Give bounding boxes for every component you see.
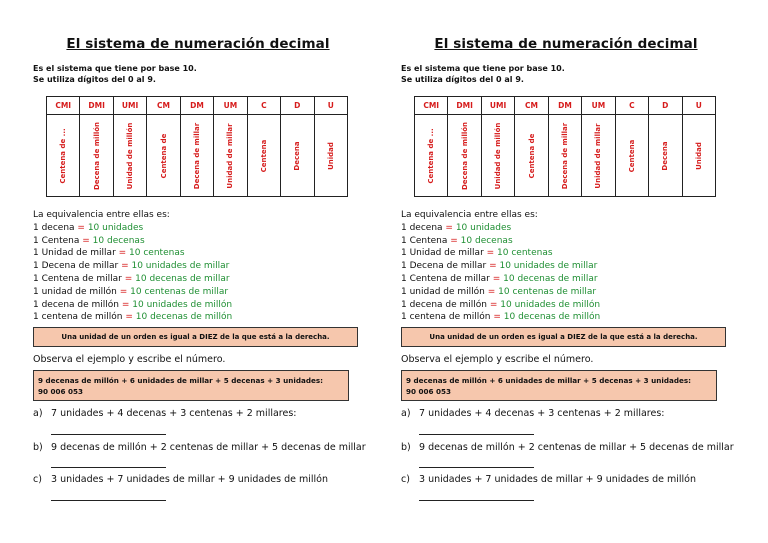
equivalence-item: 1 Centena de millar = 10 decenas de millar xyxy=(401,273,598,284)
intro-line: Se utiliza dígitos del 0 al 9. xyxy=(401,75,524,84)
place-name: Decena de millar xyxy=(560,122,569,189)
equivalence-item: 1 decena de millón = 10 unidades de millón xyxy=(33,299,233,310)
name-cell xyxy=(615,115,648,197)
place-name: Unidad de millón xyxy=(494,122,503,189)
equivalence-item: 1 decena de millón = 10 unidades de millón xyxy=(401,299,601,310)
intro-text xyxy=(33,63,197,85)
worksheet-right xyxy=(396,0,762,543)
intro-line: Es el sistema que tiene por base 10. xyxy=(33,64,197,73)
name-cell xyxy=(147,115,180,197)
name-cell xyxy=(682,115,716,197)
answer-line-b[interactable] xyxy=(51,467,166,468)
intro-line: Se utiliza dígitos del 0 al 9. xyxy=(33,75,156,84)
abbr-cell: D xyxy=(649,97,682,115)
equivalence-item: 1 Decena de millar = 10 unidades de millar xyxy=(401,261,598,272)
name-cell xyxy=(582,115,615,197)
example-answer: 90 006 053 xyxy=(406,387,452,396)
answer-line-a[interactable] xyxy=(51,434,166,435)
equivalence-heading: La equivalencia entre ellas es: xyxy=(401,210,538,220)
answer-line-b[interactable] xyxy=(419,467,534,468)
intro-text xyxy=(401,63,565,85)
abbr-cell: UM xyxy=(214,97,247,115)
abbr-cell: U xyxy=(682,97,716,115)
equivalence-item: 1 decena = 10 unidades xyxy=(401,222,512,233)
name-cell xyxy=(415,115,448,197)
place-name: Decena de millar xyxy=(192,122,201,189)
equivalence-item: 1 Decena de millar = 10 unidades de millar xyxy=(33,261,230,272)
equivalence-item: 1 Centena = 10 decenas xyxy=(33,235,145,246)
place-name: Unidad de millar xyxy=(226,122,235,189)
abbr-cell: C xyxy=(247,97,280,115)
equivalence-list xyxy=(33,209,232,324)
exercise-a: a) 7 unidades + 4 decenas + 3 centenas + 2 millares: xyxy=(401,408,665,419)
rule-box: Una unidad de un orden es igual a DIEZ de la que está a la derecha. xyxy=(401,327,726,347)
equivalence-item: 1 decena = 10 unidades xyxy=(33,222,144,233)
equivalence-item: 1 Centena de millar = 10 decenas de millar xyxy=(33,273,230,284)
exercise-b: b) 9 decenas de millón + 2 centenas de millar + 5 decenas de millar xyxy=(33,442,366,453)
place-name: Centena de xyxy=(527,133,536,178)
worksheet-title: El sistema de numeración decimal xyxy=(66,36,330,52)
exercise-a: a) 7 unidades + 4 decenas + 3 centenas + 2 millares: xyxy=(33,408,297,419)
abbr-cell: CM xyxy=(515,97,548,115)
place-value-table xyxy=(414,96,716,197)
answer-line-c[interactable] xyxy=(51,500,166,501)
abbr-cell: D xyxy=(281,97,314,115)
answer-line-a[interactable] xyxy=(419,434,534,435)
abbr-cell: UMI xyxy=(481,97,514,115)
name-cell xyxy=(214,115,247,197)
example-box xyxy=(33,370,349,401)
place-name: Decena de millón xyxy=(92,121,101,190)
name-cell xyxy=(481,115,514,197)
place-name: Unidad xyxy=(694,141,703,170)
exercise-c: c) 3 unidades + 7 unidades de millar + 9 unidades de millón xyxy=(33,474,328,485)
abbr-cell: DMI xyxy=(80,97,113,115)
equivalence-list xyxy=(401,209,600,324)
exercise-c: c) 3 unidades + 7 unidades de millar + 9 unidades de millón xyxy=(401,474,696,485)
abbr-cell: CM xyxy=(147,97,180,115)
name-cell xyxy=(281,115,314,197)
example-answer: 90 006 053 xyxy=(38,387,84,396)
abbr-cell: U xyxy=(314,97,348,115)
equivalence-item: 1 Unidad de millar = 10 centenas xyxy=(33,248,185,259)
place-name: Decena de millón xyxy=(460,121,469,190)
equivalence-item: 1 centena de millón = 10 decenas de millón xyxy=(401,312,601,323)
place-name: Unidad xyxy=(326,141,335,170)
place-name: Centena de ... xyxy=(427,127,436,184)
name-cell xyxy=(247,115,280,197)
name-cell xyxy=(314,115,348,197)
place-name: Centena xyxy=(259,139,268,172)
name-cell xyxy=(448,115,481,197)
abbr-cell: DM xyxy=(548,97,581,115)
worksheet-title: El sistema de numeración decimal xyxy=(434,36,698,52)
rule-box: Una unidad de un orden es igual a DIEZ de la que está a la derecha. xyxy=(33,327,358,347)
place-name: Centena de xyxy=(159,133,168,178)
place-value-table xyxy=(46,96,348,197)
abbr-cell: DM xyxy=(180,97,213,115)
place-name: Centena xyxy=(627,139,636,172)
example-line: 9 decenas de millón + 6 unidades de millar + 5 decenas + 3 unidades: xyxy=(38,376,324,385)
place-name: Centena de ... xyxy=(59,127,68,184)
equivalence-item: 1 centena de millón = 10 decenas de millón xyxy=(33,312,233,323)
equivalence-heading: La equivalencia entre ellas es: xyxy=(33,210,170,220)
abbr-cell: CMI xyxy=(47,97,80,115)
place-name: Decena xyxy=(293,140,302,171)
name-cell xyxy=(515,115,548,197)
abbr-cell: UMI xyxy=(113,97,146,115)
place-name: Decena xyxy=(661,140,670,171)
equivalence-item: 1 Centena = 10 decenas xyxy=(401,235,513,246)
example-box xyxy=(401,370,717,401)
name-cell xyxy=(180,115,213,197)
name-cell xyxy=(47,115,80,197)
equivalence-item: 1 unidad de millón = 10 centenas de millar xyxy=(33,286,229,297)
observe-instruction: Observa el ejemplo y escribe el número. xyxy=(401,354,594,365)
abbr-cell: UM xyxy=(582,97,615,115)
place-name: Unidad de millar xyxy=(594,122,603,189)
observe-instruction: Observa el ejemplo y escribe el número. xyxy=(33,354,226,365)
intro-line: Es el sistema que tiene por base 10. xyxy=(401,64,565,73)
place-name: Unidad de millón xyxy=(126,122,135,189)
answer-line-c[interactable] xyxy=(419,500,534,501)
exercise-b: b) 9 decenas de millón + 2 centenas de millar + 5 decenas de millar xyxy=(401,442,734,453)
name-cell xyxy=(548,115,581,197)
name-cell xyxy=(649,115,682,197)
equivalence-item: 1 unidad de millón = 10 centenas de millar xyxy=(401,286,597,297)
abbr-cell: DMI xyxy=(448,97,481,115)
abbr-cell: CMI xyxy=(415,97,448,115)
name-cell xyxy=(80,115,113,197)
equivalence-item: 1 Unidad de millar = 10 centenas xyxy=(401,248,553,259)
abbr-cell: C xyxy=(615,97,648,115)
example-line: 9 decenas de millón + 6 unidades de millar + 5 decenas + 3 unidades: xyxy=(406,376,692,385)
worksheet-left xyxy=(28,0,394,543)
name-cell xyxy=(113,115,146,197)
